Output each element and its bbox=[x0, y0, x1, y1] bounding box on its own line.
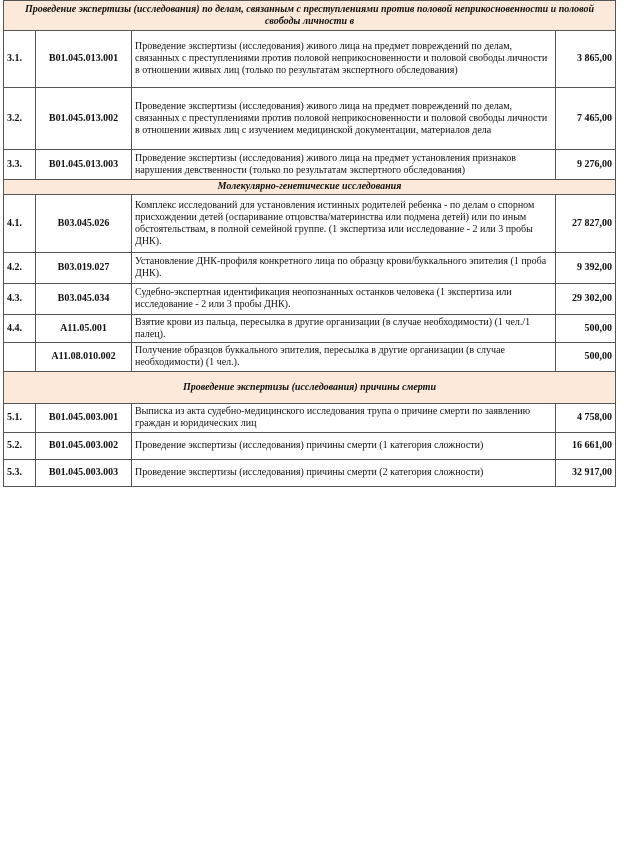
service-code: B03.019.027 bbox=[36, 253, 132, 284]
service-code: B01.045.013.003 bbox=[36, 150, 132, 180]
row-number: 4.3. bbox=[4, 284, 36, 315]
section-title: Проведение экспертизы (исследования) по делам, связанным с преступлениями против половой неприкосновенности и половой свободы личности в bbox=[4, 1, 616, 31]
table-row bbox=[4, 88, 616, 150]
service-price: 500,00 bbox=[556, 343, 616, 372]
table-row bbox=[4, 315, 616, 343]
service-price: 9 392,00 bbox=[556, 253, 616, 284]
service-description: Взятие крови из пальца, пересылка в другие организации (в случае необходимости) (1 чел./1 палец). bbox=[132, 315, 556, 343]
service-price: 4 758,00 bbox=[556, 404, 616, 433]
service-description: Выписка из акта судебно-медицинского исследования трупа о причине смерти по заявлению граждан и юридических лиц bbox=[132, 404, 556, 433]
service-code: B01.045.003.003 bbox=[36, 460, 132, 487]
service-description: Комплекс исследований для установления истинных родителей ребенка - по делам о спорном присхождении детей (оспаривание отцовства/материнства или подмена детей) или по иным обстоятельствам, в полной семейной группе. (1 экспертиза или исследование - 2 или 3 пробы ДНК). bbox=[132, 195, 556, 253]
service-description: Установление ДНК-профиля конкретного лица по образцу крови/буккального эпителия (1 проба ДНК). bbox=[132, 253, 556, 284]
price-table bbox=[3, 0, 616, 487]
row-number: 4.2. bbox=[4, 253, 36, 284]
service-price: 3 865,00 bbox=[556, 31, 616, 88]
row-number bbox=[4, 343, 36, 372]
row-number: 5.1. bbox=[4, 404, 36, 433]
service-price: 29 302,00 bbox=[556, 284, 616, 315]
row-number: 4.4. bbox=[4, 315, 36, 343]
service-description: Проведение экспертизы (исследования) причины смерти (2 категория сложности) bbox=[132, 460, 556, 487]
service-code: A11.05.001 bbox=[36, 315, 132, 343]
service-code: A11.08.010.002 bbox=[36, 343, 132, 372]
table-row bbox=[4, 31, 616, 88]
row-number: 3.1. bbox=[4, 31, 36, 88]
section-header bbox=[4, 1, 616, 31]
service-price: 500,00 bbox=[556, 315, 616, 343]
table-row bbox=[4, 343, 616, 372]
row-number: 3.2. bbox=[4, 88, 36, 150]
row-number: 3.3. bbox=[4, 150, 36, 180]
row-number: 4.1. bbox=[4, 195, 36, 253]
row-number: 5.3. bbox=[4, 460, 36, 487]
table-row bbox=[4, 460, 616, 487]
service-code: B01.045.013.001 bbox=[36, 31, 132, 88]
service-description: Проведение экспертизы (исследования) живого лица на предмет повреждений по делам, связанных с преступлениями против половой неприкосновенности и половой свободы личности в отношении живых лиц (только по результатам экспертного обследования) bbox=[132, 31, 556, 88]
table-row bbox=[4, 433, 616, 460]
service-price: 32 917,00 bbox=[556, 460, 616, 487]
service-price: 27 827,00 bbox=[556, 195, 616, 253]
table-row bbox=[4, 404, 616, 433]
service-price: 7 465,00 bbox=[556, 88, 616, 150]
service-code: B01.045.013.002 bbox=[36, 88, 132, 150]
service-code: B01.045.003.002 bbox=[36, 433, 132, 460]
service-description: Проведение экспертизы (исследования) живого лица на предмет повреждений по делам, связанных с преступлениями против половой неприкосновенности и половой свободы личности в отношении живых лиц с изучением медицинской документации, материалов дела bbox=[132, 88, 556, 150]
row-number: 5.2. bbox=[4, 433, 36, 460]
service-code: B03.045.034 bbox=[36, 284, 132, 315]
section-title: Проведение экспертизы (исследования) причины смерти bbox=[4, 372, 616, 404]
service-code: B01.045.003.001 bbox=[36, 404, 132, 433]
service-code: B03.045.026 bbox=[36, 195, 132, 253]
service-price: 9 276,00 bbox=[556, 150, 616, 180]
service-description: Проведение экспертизы (исследования) причины смерти (1 категория сложности) bbox=[132, 433, 556, 460]
service-price: 16 661,00 bbox=[556, 433, 616, 460]
table-row bbox=[4, 195, 616, 253]
service-description: Получение образцов буккального эпителия, пересылка в другие организации (в случае необходимости) (1 чел.). bbox=[132, 343, 556, 372]
table-row bbox=[4, 284, 616, 315]
table-row bbox=[4, 253, 616, 284]
section-header bbox=[4, 180, 616, 195]
service-description: Проведение экспертизы (исследования) живого лица на предмет установления признаков нарушения девственности (только по результатам экспертного обследования) bbox=[132, 150, 556, 180]
section-header bbox=[4, 372, 616, 404]
service-description: Судебно-экспертная идентификация неопознанных останков человека (1 экспертиза или исследование - 2 или 3 пробы ДНК). bbox=[132, 284, 556, 315]
table-row bbox=[4, 150, 616, 180]
section-title: Молекулярно-генетические исследования bbox=[4, 180, 616, 195]
